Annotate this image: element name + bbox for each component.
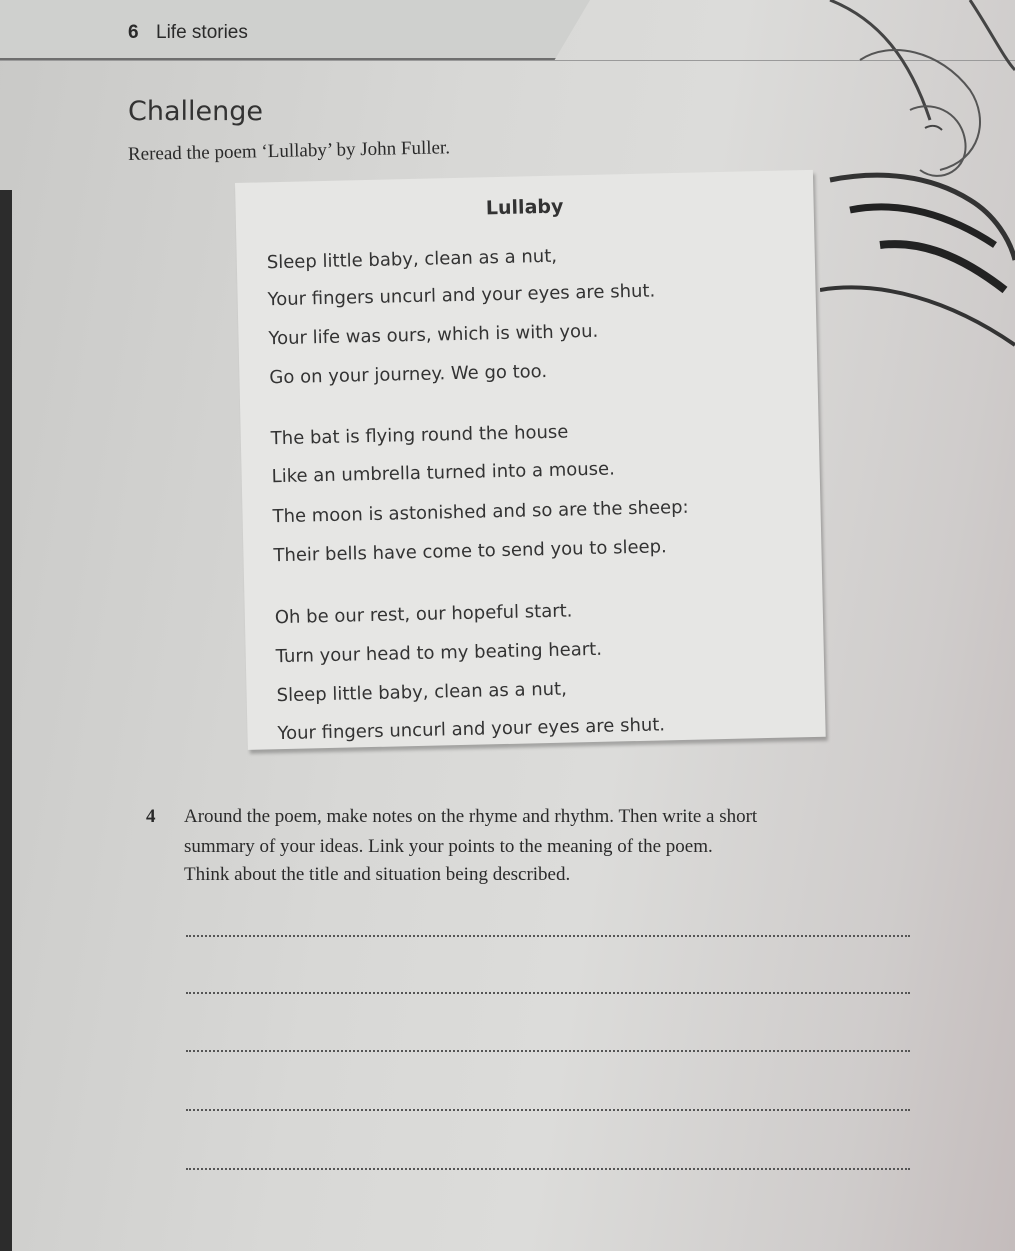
answer-line[interactable]: [186, 992, 910, 994]
poem-title: Lullaby: [485, 195, 564, 220]
answer-line[interactable]: [186, 935, 910, 937]
poem-line: Sleep little baby, clean as a nut,: [276, 678, 568, 707]
intro-instruction: Reread the poem ‘Lullaby’ by John Fuller.: [127, 137, 451, 165]
poem-line: Your fingers uncurl and your eyes are shut.: [267, 280, 656, 311]
mother-and-baby-illustration-icon: [820, 0, 1015, 360]
poem-line: Go on your journey. We go too.: [269, 360, 548, 389]
poem-line: Oh be our rest, our hopeful start.: [274, 600, 573, 629]
poem-box: [235, 170, 826, 750]
section-heading: Challenge: [128, 96, 263, 127]
question-text-line: Around the poem, make notes on the rhyme and rhythm. Then write a short: [184, 806, 758, 827]
chapter-header-band: [0, 0, 590, 60]
answer-line[interactable]: [186, 1168, 910, 1170]
poem-line: Your fingers uncurl and your eyes are shut.: [277, 714, 666, 745]
poem-line: Your life was ours, which is with you.: [268, 320, 599, 350]
question-number: 4: [146, 806, 156, 827]
poem-line: Turn your head to my beating heart.: [275, 638, 603, 668]
question-text-line: summary of your ideas. Link your points to the meaning of the poem.: [184, 836, 713, 857]
question-text-line: Think about the title and situation being described.: [184, 864, 571, 885]
poem-line: The bat is flying round the house: [270, 421, 569, 450]
answer-line[interactable]: [186, 1109, 910, 1111]
poem-line: Sleep little baby, clean as a nut,: [266, 245, 558, 274]
answer-line[interactable]: [186, 1050, 910, 1052]
poem-line: The moon is astonished and so are the sheep:: [272, 496, 689, 528]
poem-line: Their bells have come to send you to sleep.: [273, 536, 667, 567]
poem-line: Like an umbrella turned into a mouse.: [271, 458, 616, 488]
chapter-number: 6: [128, 22, 139, 43]
page-edge-shadow: [0, 190, 12, 1251]
chapter-title: Life stories: [156, 22, 248, 43]
